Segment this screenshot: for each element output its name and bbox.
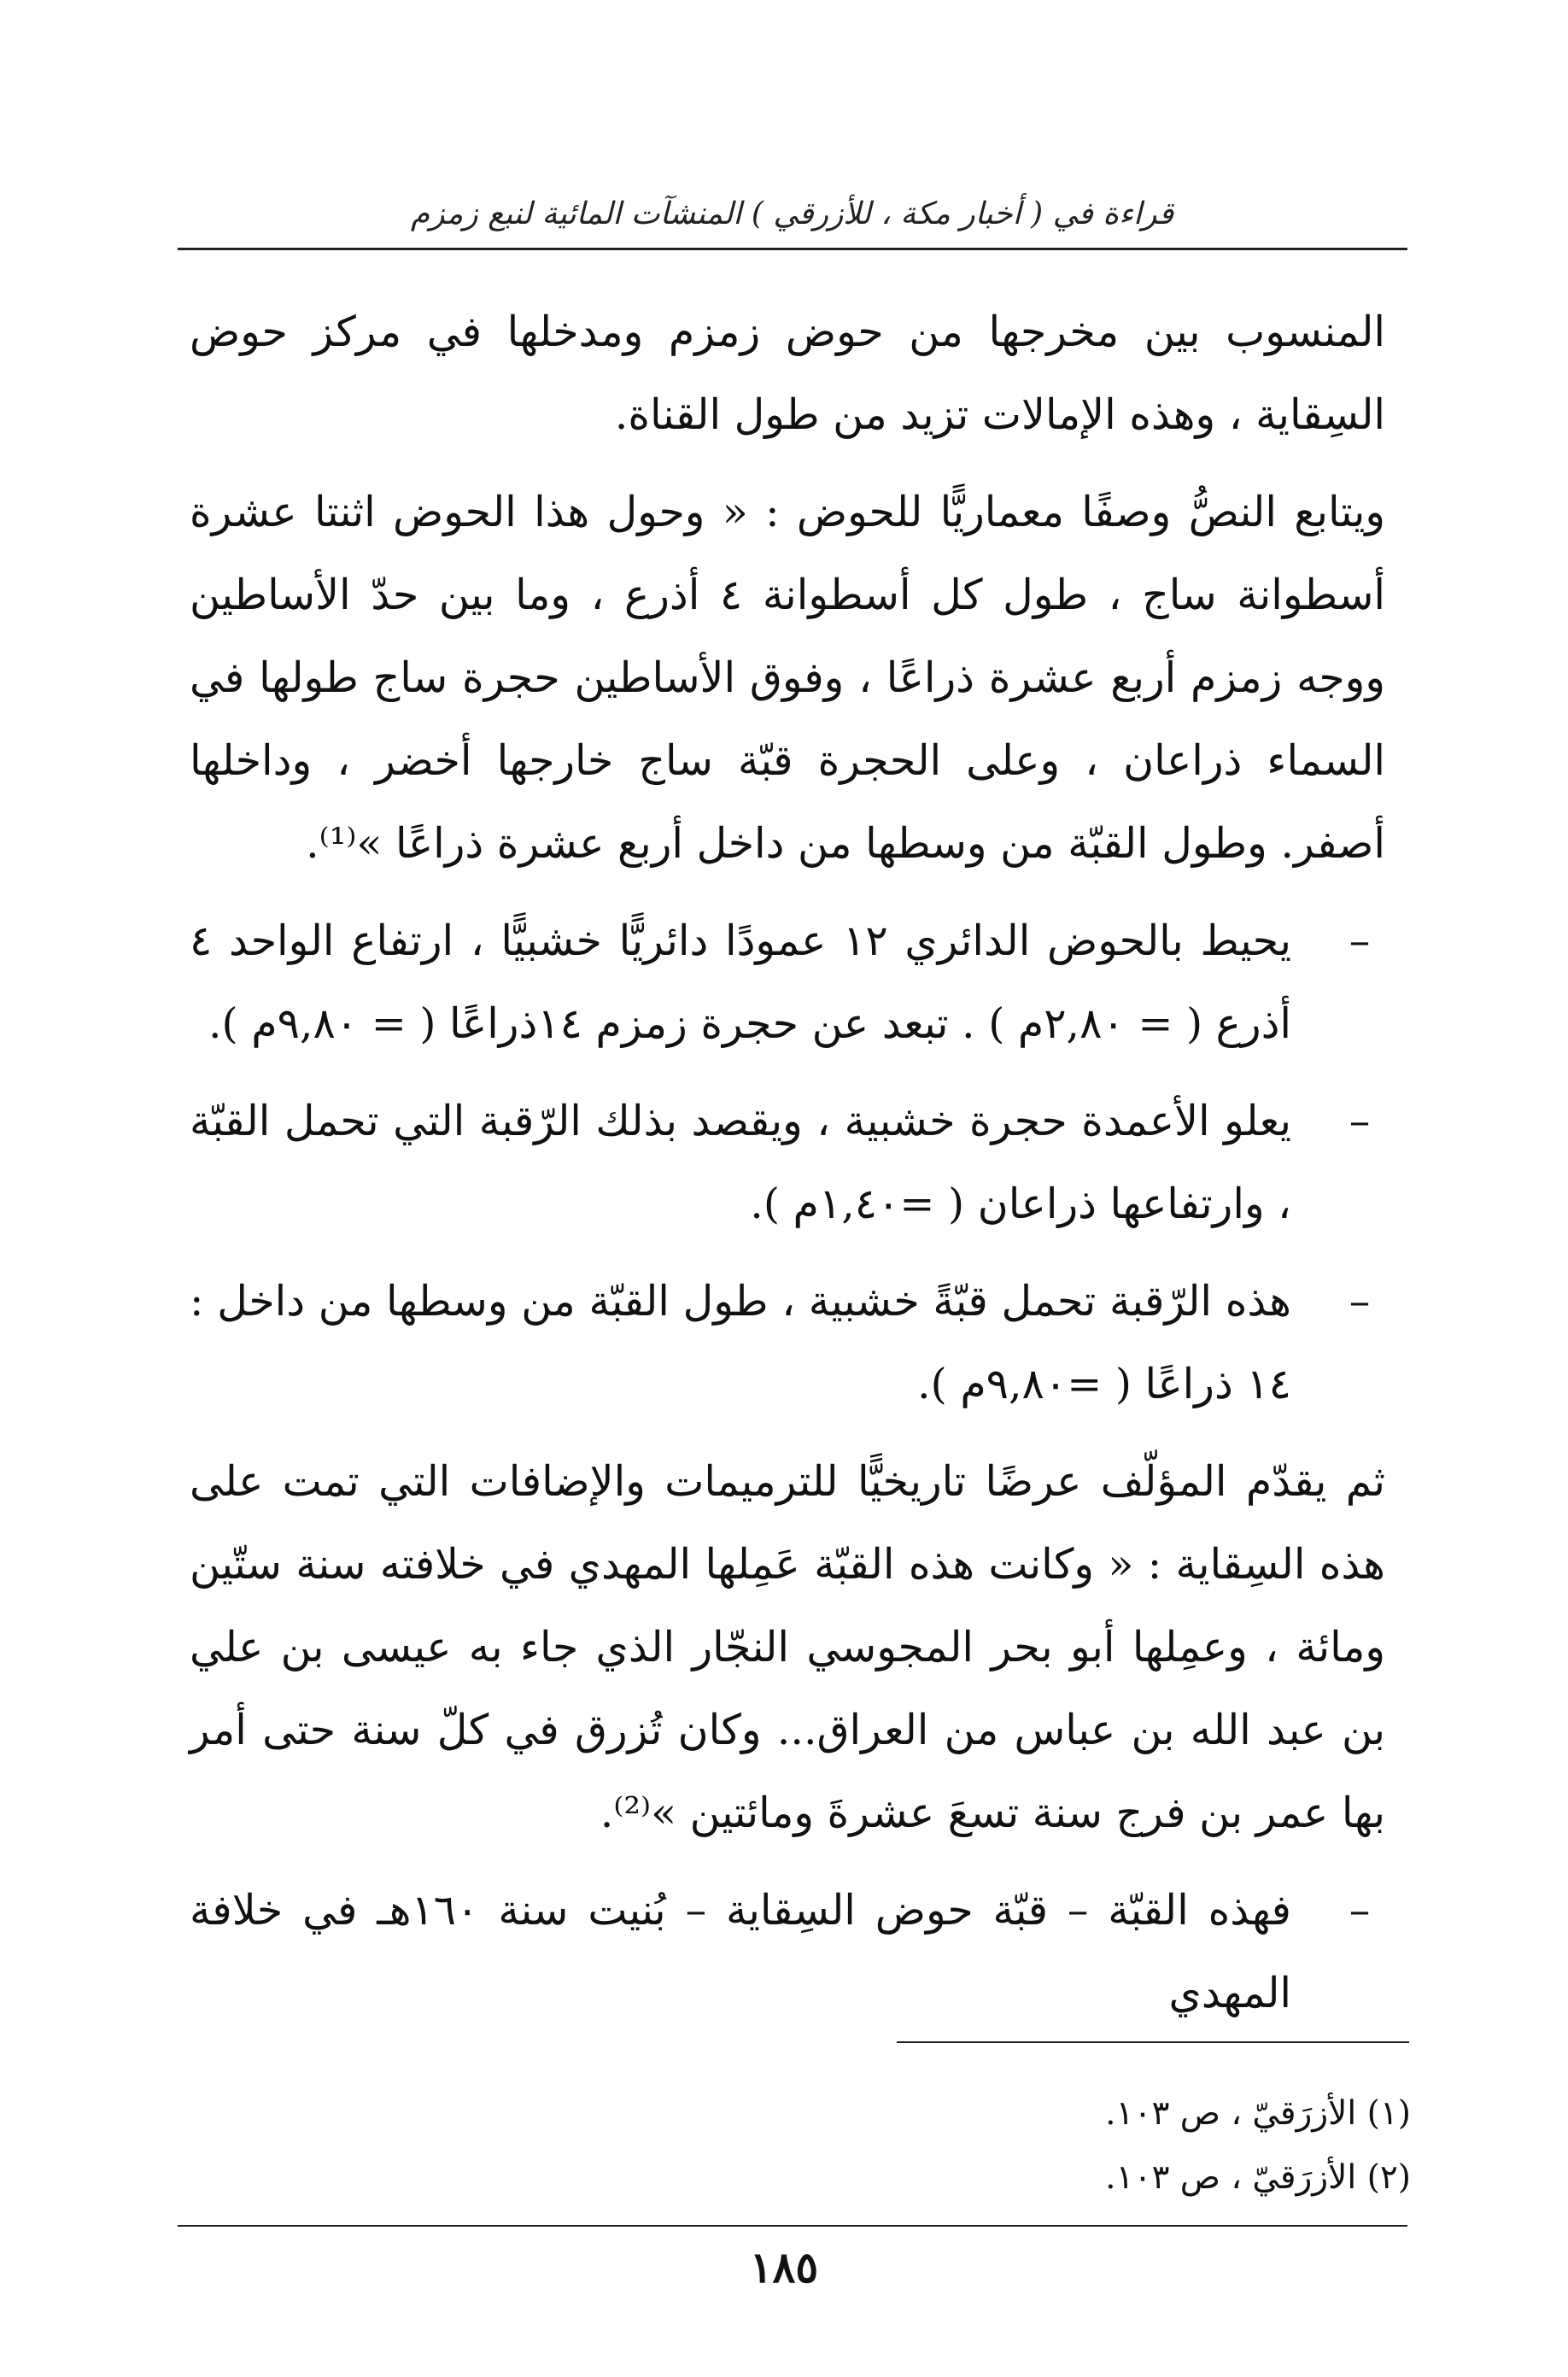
dash-marker: –: [1349, 916, 1371, 965]
running-head: قراءة في ( أخبار مكة ، للأزرقي ) المنشآت المائية لنبع زمزم: [410, 196, 1174, 231]
bullet-text: يحيط بالحوض الدائري ١٢ عمودًا دائريًّا خشبيًّا ، ارتفاع الواحد ٤ أذرع ( = ٢,٨٠م ) . تبعد عن حجرة زمزم ١٤ذراعًا ( = ٩,٨٠م ).: [190, 916, 1292, 1048]
footnote-2: (٢) الأزرَقيّ ، ص ١٠٣.: [1105, 2158, 1411, 2197]
bullet-item: [190, 1869, 1385, 2035]
bullet-text: يعلو الأعمدة حجرة خشبية ، ويقصد بذلك الرّقبة التي تحمل القبّة ، وارتفاعها ذراعان ( =١,٤٠م ).: [190, 1097, 1291, 1228]
header-rule: [178, 248, 1407, 250]
body-text: [190, 290, 1385, 2049]
dash-marker: –: [1349, 1277, 1371, 1326]
footnotes: [190, 2084, 1411, 2212]
paragraph-3: ثم يقدّم المؤلّف عرضًا تاريخيًّا للترميمات والإضافات التي تمت على هذه السِقاية : « وكانت هذه القبّة عَمِلها المهدي في خلافته سنة ستّين ومائة ، وعمِلها أبو بحر المجوسي النجّار الذي جاء به عيسى بن علي بن عبد الله بن عباس من العراق... وكان تُزرق في كلّ سنة حتى أمر بها عمر بن فرج سنة تسعَ عشرةَ ومائتين »⁽²⁾.: [190, 1457, 1385, 1837]
footnote-rule: [897, 2041, 1409, 2043]
footnote-1: (١) الأزرَقيّ ، ص ١٠٣.: [1105, 2094, 1411, 2133]
bullet-item: [190, 1080, 1385, 1245]
bullet-item: [190, 1260, 1385, 1426]
page-number: ١٨٥: [749, 2242, 819, 2292]
bullet-item: [190, 899, 1385, 1065]
bullet-text: فهذه القبّة – قبّة حوض السِقاية – بُنيت سنة ١٦٠هـ في خلافة المهدي: [190, 1886, 1291, 2017]
bottom-rule: [178, 2225, 1407, 2227]
dash-marker: –: [1349, 1886, 1371, 1935]
bullet-text: هذه الرّقبة تحمل قبّةً خشبية ، طول القبّة من وسطها من داخل : ١٤ ذراعًا ( =٩,٨٠م ).: [190, 1277, 1291, 1408]
paragraph-1: المنسوب بين مخرجها من حوض زمزم ومدخلها في مركز حوض السِقاية ، وهذه الإمالات تزيد من طول القناة.: [190, 307, 1385, 439]
paragraph-2: ويتابع النصُّ وصفًا معماريًّا للحوض : « وحول هذا الحوض اثنتا عشرة أسطوانة ساج ، طول كل أسطوانة ٤ أذرع ، وما بين حدّ الأساطين ووجه زمزم أربع عشرة ذراعًا ، وفوق الأساطين حجرة ساج طولها في السماء ذراعان ، وعلى الحجرة قبّة ساج خارجها أخضر ، وداخلها أصفر. وطول القبّة من وسطها من داخل أربع عشرة ذراعًا »⁽¹⁾.: [190, 488, 1386, 868]
dash-marker: –: [1349, 1097, 1371, 1145]
